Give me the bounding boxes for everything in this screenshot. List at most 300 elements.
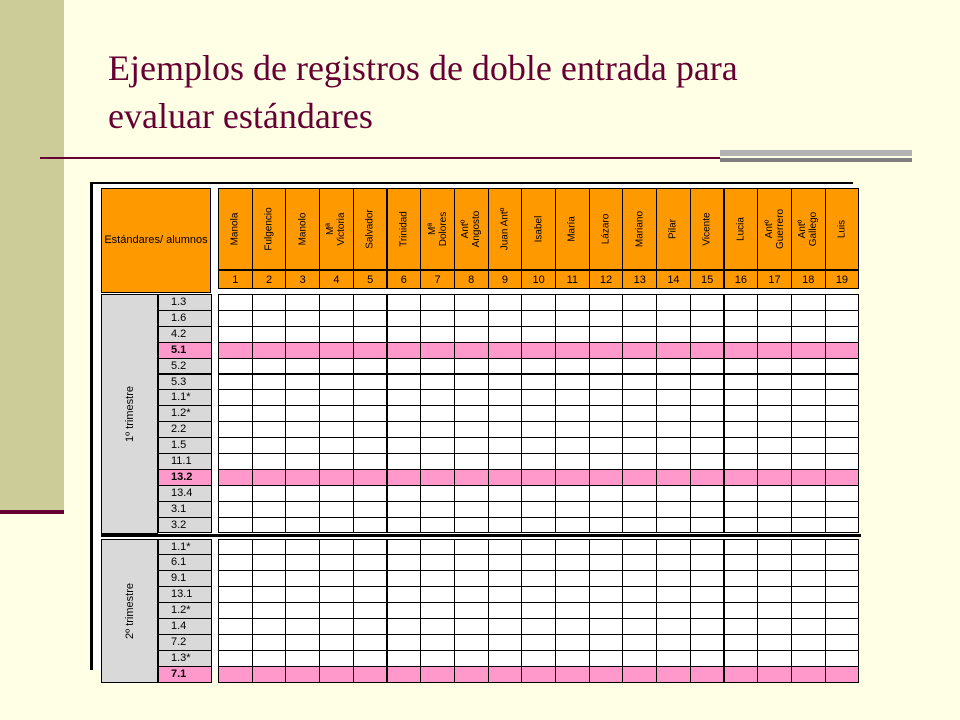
grade-cell [353, 326, 388, 343]
grade-cell [218, 586, 253, 603]
grade-cell [488, 517, 523, 534]
grade-cell [555, 469, 590, 486]
student-number-header: 14 [656, 270, 691, 289]
grade-cell [454, 666, 489, 683]
grade-cell [622, 326, 657, 343]
standard-code-cell: 5.3 [158, 374, 212, 391]
grade-cell [555, 485, 590, 502]
grade-cell [285, 485, 320, 502]
grade-cell [488, 389, 523, 406]
grade-cell [724, 326, 759, 343]
student-name-header [285, 188, 320, 270]
standard-code-cell: 1.3 [158, 294, 212, 311]
grade-cell [656, 602, 691, 619]
grade-cell [757, 326, 792, 343]
student-name: Antº Gallego [797, 211, 820, 247]
grade-cell [791, 485, 826, 502]
grade-cell [353, 389, 388, 406]
student-name: Manola [229, 212, 241, 246]
grade-cell [387, 618, 422, 635]
student-number-header: 13 [622, 270, 657, 289]
grade-cell [690, 326, 725, 343]
term-label: 2º trimestre [123, 582, 136, 639]
standard-code-cell: 1.1* [158, 539, 212, 556]
grade-cell [825, 485, 860, 502]
grade-cell [622, 517, 657, 534]
grade-cell [521, 389, 556, 406]
grade-cell [825, 358, 860, 375]
grade-cell [825, 539, 860, 556]
grade-cell [319, 666, 354, 683]
grade-cell [521, 618, 556, 635]
grade-cell [521, 485, 556, 502]
grade-cell [690, 618, 725, 635]
grade-cell [252, 501, 287, 518]
grade-cell [622, 389, 657, 406]
grade-cell [319, 389, 354, 406]
grade-cell [724, 650, 759, 667]
grade-cell [622, 294, 657, 311]
grade-cell [488, 374, 523, 391]
grade-cell [555, 421, 590, 438]
grade-cell [218, 517, 253, 534]
grade-cell [690, 453, 725, 470]
grade-cell [757, 421, 792, 438]
grade-cell [825, 405, 860, 422]
grade-cell [757, 517, 792, 534]
grade-cell [218, 358, 253, 375]
grade-cell [387, 554, 422, 571]
grade-cell [387, 453, 422, 470]
grade-cell [757, 342, 792, 359]
corner-header-label: Estándares/ alumnos [104, 234, 208, 246]
grade-cell [521, 666, 556, 683]
grade-cell [825, 310, 860, 327]
grade-cell [387, 485, 422, 502]
grade-cell [825, 374, 860, 391]
grade-cell [319, 650, 354, 667]
student-number-header: 12 [589, 270, 624, 289]
grade-cell [622, 586, 657, 603]
grade-cell [791, 570, 826, 587]
grade-cell [285, 554, 320, 571]
grade-cell [690, 437, 725, 454]
grade-cell [690, 374, 725, 391]
grade-cell [656, 437, 691, 454]
grade-cell [488, 326, 523, 343]
grade-cell [589, 554, 624, 571]
grade-cell [319, 342, 354, 359]
standard-code-cell: 1.3* [158, 650, 212, 667]
grade-cell [690, 342, 725, 359]
grade-cell [757, 650, 792, 667]
student-name: Manolo [297, 212, 309, 246]
grade-cell [825, 618, 860, 635]
student-name: Juan Antº [499, 207, 511, 251]
student-name-header [420, 188, 455, 270]
grade-cell [724, 501, 759, 518]
student-name-header [488, 188, 523, 270]
grade-cell [218, 501, 253, 518]
grade-cell [319, 469, 354, 486]
grade-cell [252, 618, 287, 635]
grade-cell [285, 294, 320, 311]
grade-cell [724, 294, 759, 311]
grade-cell [555, 650, 590, 667]
grade-cell [622, 405, 657, 422]
grade-cell [791, 326, 826, 343]
standard-code-cell: 1.2* [158, 602, 212, 619]
student-number-header: 6 [387, 270, 422, 289]
student-number-header: 16 [724, 270, 759, 289]
grade-cell [454, 358, 489, 375]
grade-cell [791, 358, 826, 375]
grade-cell [218, 342, 253, 359]
grade-cell [285, 517, 320, 534]
student-name-header [656, 188, 691, 270]
grade-cell [387, 570, 422, 587]
grade-cell [454, 421, 489, 438]
grade-cell [252, 437, 287, 454]
grade-cell [488, 342, 523, 359]
grade-cell [218, 453, 253, 470]
grade-cell [622, 469, 657, 486]
grade-cell [690, 485, 725, 502]
grade-cell [791, 405, 826, 422]
grade-cell [420, 554, 455, 571]
grade-cell [690, 554, 725, 571]
grade-cell [724, 634, 759, 651]
grade-cell [791, 310, 826, 327]
grade-cell [690, 405, 725, 422]
grade-cell [589, 586, 624, 603]
standard-code-cell: 1.1* [158, 389, 212, 406]
grade-cell [825, 389, 860, 406]
grade-cell [319, 421, 354, 438]
grade-cell [353, 342, 388, 359]
grade-cell [285, 539, 320, 556]
grade-cell [724, 437, 759, 454]
grade-cell [656, 405, 691, 422]
grade-cell [589, 421, 624, 438]
grade-cell [622, 539, 657, 556]
grade-cell [387, 666, 422, 683]
standard-code-cell: 11.1 [158, 453, 212, 470]
grade-cell [252, 666, 287, 683]
grade-cell [218, 485, 253, 502]
grade-cell [521, 469, 556, 486]
grade-cell [791, 342, 826, 359]
grade-cell [488, 618, 523, 635]
grade-cell [420, 539, 455, 556]
grade-cell [724, 310, 759, 327]
grade-cell [218, 602, 253, 619]
grade-cell [420, 570, 455, 587]
student-name: Lucia [735, 217, 747, 241]
grade-cell [319, 517, 354, 534]
grade-cell [521, 342, 556, 359]
grade-cell [353, 586, 388, 603]
grade-cell [555, 570, 590, 587]
student-name-header [218, 188, 253, 270]
title-underline [40, 157, 720, 159]
grade-cell [488, 421, 523, 438]
student-number-header: 7 [420, 270, 455, 289]
grade-cell [319, 437, 354, 454]
student-name: Mª Victoria [325, 212, 348, 246]
grade-cell [454, 374, 489, 391]
grade-cell [420, 501, 455, 518]
grade-cell [724, 602, 759, 619]
grade-cell [757, 405, 792, 422]
standard-code-cell: 9.1 [158, 570, 212, 587]
grade-cell [387, 421, 422, 438]
student-number-header: 2 [252, 270, 287, 289]
grade-cell [454, 437, 489, 454]
student-name: Pilar [667, 218, 679, 240]
grade-cell [622, 437, 657, 454]
grade-cell [319, 554, 354, 571]
grade-cell [521, 539, 556, 556]
grade-cell [825, 342, 860, 359]
grade-cell [387, 602, 422, 619]
grade-cell [521, 421, 556, 438]
grade-cell [690, 586, 725, 603]
grade-cell [252, 405, 287, 422]
grade-cell [521, 501, 556, 518]
grade-cell [589, 501, 624, 518]
grade-cell [353, 539, 388, 556]
grade-cell [622, 634, 657, 651]
grade-cell [285, 634, 320, 651]
grade-cell [488, 650, 523, 667]
grade-cell [454, 517, 489, 534]
grade-cell [252, 602, 287, 619]
grade-cell [622, 618, 657, 635]
student-name: Mª Dolores [426, 211, 449, 247]
grade-cell [757, 666, 792, 683]
grade-cell [319, 294, 354, 311]
standard-code-cell: 1.2* [158, 405, 212, 422]
grade-cell [454, 570, 489, 587]
grade-cell [656, 554, 691, 571]
grade-cell [757, 539, 792, 556]
grade-cell [387, 634, 422, 651]
grade-cell [656, 310, 691, 327]
grade-cell [589, 389, 624, 406]
grade-cell [521, 358, 556, 375]
title-underline-accent-light [720, 150, 912, 156]
grade-cell [622, 453, 657, 470]
grade-cell [622, 374, 657, 391]
grade-cell [319, 453, 354, 470]
grade-cell [724, 539, 759, 556]
grade-cell [521, 517, 556, 534]
grade-cell [454, 602, 489, 619]
grade-cell [252, 554, 287, 571]
student-number-header: 15 [690, 270, 725, 289]
grade-cell [420, 326, 455, 343]
grade-cell [656, 389, 691, 406]
grade-cell [420, 650, 455, 667]
grade-cell [555, 586, 590, 603]
grade-cell [488, 539, 523, 556]
grade-cell [420, 453, 455, 470]
grade-cell [555, 294, 590, 311]
grade-cell [555, 539, 590, 556]
grade-cell [521, 453, 556, 470]
grade-cell [454, 310, 489, 327]
grade-cell [724, 554, 759, 571]
student-number-header: 11 [555, 270, 590, 289]
grade-cell [521, 310, 556, 327]
grade-cell [488, 358, 523, 375]
grade-cell [622, 570, 657, 587]
standard-code-cell: 13.2 [158, 469, 212, 486]
slide-title [108, 44, 908, 140]
grade-cell [589, 453, 624, 470]
grade-cell [791, 421, 826, 438]
grade-cell [387, 517, 422, 534]
grade-cell [555, 310, 590, 327]
grade-cell [420, 310, 455, 327]
grade-cell [319, 501, 354, 518]
student-name: Antº Angosto [460, 210, 483, 248]
grade-cell [285, 437, 320, 454]
grade-cell [555, 517, 590, 534]
grade-cell [319, 570, 354, 587]
grade-cell [757, 437, 792, 454]
grade-cell [420, 437, 455, 454]
grade-cell [757, 310, 792, 327]
slide-title-line-2: evaluar estándares [108, 96, 373, 136]
grade-cell [387, 501, 422, 518]
grade-cell [252, 342, 287, 359]
grade-cell [387, 294, 422, 311]
grade-cell [791, 374, 826, 391]
standard-code-cell: 1.5 [158, 437, 212, 454]
student-name: Antº Guerrero [763, 208, 786, 250]
student-name-header [825, 188, 860, 270]
grade-cell [589, 517, 624, 534]
grade-cell [319, 485, 354, 502]
grade-cell [353, 602, 388, 619]
grade-cell [387, 389, 422, 406]
term-label-cell [101, 539, 158, 683]
grade-cell [387, 310, 422, 327]
title-underline-accent-dark [720, 158, 912, 162]
grade-cell [218, 405, 253, 422]
grade-cell [521, 294, 556, 311]
grade-cell [622, 650, 657, 667]
standard-code-cell: 7.1 [158, 666, 212, 683]
grade-cell [791, 634, 826, 651]
grade-cell [353, 501, 388, 518]
grade-cell [757, 570, 792, 587]
grade-cell [791, 501, 826, 518]
grade-cell [555, 326, 590, 343]
student-name: Salvador [364, 209, 376, 249]
grade-cell [218, 326, 253, 343]
grade-cell [285, 389, 320, 406]
grade-cell [218, 539, 253, 556]
grade-cell [488, 405, 523, 422]
standard-code-cell: 2.2 [158, 421, 212, 438]
grade-cell [555, 342, 590, 359]
grade-cell [420, 602, 455, 619]
grade-cell [724, 405, 759, 422]
grade-cell [319, 405, 354, 422]
grade-cell [521, 570, 556, 587]
grade-cell [656, 358, 691, 375]
student-name-header [319, 188, 354, 270]
grade-cell [757, 602, 792, 619]
grade-cell [218, 634, 253, 651]
grade-cell [724, 517, 759, 534]
grade-cell [353, 570, 388, 587]
grade-cell [791, 294, 826, 311]
term-separator [101, 534, 861, 537]
grade-cell [791, 666, 826, 683]
grade-cell [555, 634, 590, 651]
grade-cell [285, 666, 320, 683]
grade-cell [724, 358, 759, 375]
grade-cell [724, 342, 759, 359]
grade-cell [589, 539, 624, 556]
grade-cell [656, 294, 691, 311]
student-name: Mariano [634, 210, 646, 248]
grade-cell [387, 437, 422, 454]
grade-cell [825, 437, 860, 454]
grade-cell [555, 501, 590, 518]
student-name-header [622, 188, 657, 270]
grade-cell [218, 389, 253, 406]
grade-cell [825, 294, 860, 311]
grade-cell [285, 326, 320, 343]
grade-cell [420, 358, 455, 375]
grade-cell [690, 310, 725, 327]
grade-cell [757, 374, 792, 391]
grade-cell [488, 666, 523, 683]
grade-cell [420, 342, 455, 359]
grade-cell [589, 485, 624, 502]
grade-cell [656, 570, 691, 587]
grade-cell [285, 618, 320, 635]
standard-code-cell: 1.6 [158, 310, 212, 327]
grade-cell [285, 602, 320, 619]
grade-cell [757, 358, 792, 375]
grade-cell [353, 310, 388, 327]
grade-cell [387, 650, 422, 667]
standard-code-cell: 5.2 [158, 358, 212, 375]
grade-cell [218, 666, 253, 683]
grade-cell [387, 586, 422, 603]
grade-cell [825, 469, 860, 486]
student-name-header [555, 188, 590, 270]
grade-cell [656, 326, 691, 343]
grade-cell [252, 634, 287, 651]
standard-code-cell: 6.1 [158, 554, 212, 571]
standard-code-cell: 3.1 [158, 501, 212, 518]
grade-cell [521, 437, 556, 454]
grade-cell [353, 618, 388, 635]
grade-cell [252, 294, 287, 311]
student-number-header: 9 [488, 270, 523, 289]
grade-cell [319, 618, 354, 635]
grade-cell [420, 634, 455, 651]
grade-cell [555, 374, 590, 391]
grade-cell [757, 634, 792, 651]
